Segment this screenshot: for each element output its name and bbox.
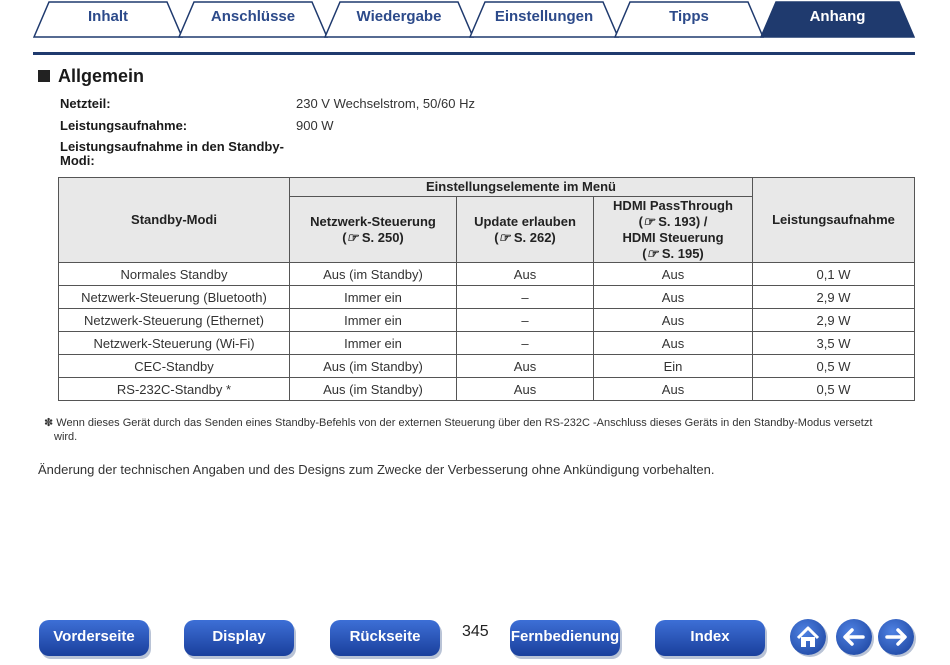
tab-einstellungen[interactable] [469,0,619,38]
cell-network: Immer ein [290,309,457,332]
tab-underline [33,52,915,55]
forward-button[interactable] [878,619,914,655]
cell-power: 0,5 W [753,378,915,401]
header-hdmi: HDMI PassThrough (☞ S. 193) / HDMI Steuerung (☞ S. 195) [594,197,753,263]
pointing-hand-icon: ☞ [498,229,511,245]
cell-update: – [457,309,594,332]
tab-label: Anschlüsse [210,8,296,25]
spec-label-leistung: Leistungsaufnahme: [60,118,188,133]
table-row [59,355,915,378]
cell-hdmi: Aus [594,263,753,286]
spec-label-standby-line1: Leistungsaufnahme in den Standby- [60,139,284,154]
cell-hdmi: Aus [594,332,753,355]
footnote-line: wird. [54,431,78,443]
tab-anschluesse[interactable] [178,0,328,38]
pointing-hand-icon: ☞ [646,245,659,261]
page-number: 345 [462,623,489,640]
header-hdmi-steuerung: HDMI Steuerung [622,229,724,245]
cell-update: Aus [457,378,594,401]
header-update-label: Update erlauben [474,213,576,229]
cell-power: 3,5 W [753,332,915,355]
cell-mode: Netzwerk-Steuerung (Wi-Fi) [59,332,290,355]
tab-wiedergabe[interactable] [324,0,474,38]
tab-label: Tipps [669,8,709,25]
cell-mode: Netzwerk-Steuerung (Bluetooth) [59,286,290,309]
index-button[interactable]: Index [655,620,765,656]
fernbedienung-button[interactable]: Fernbedienung [510,620,620,656]
cell-power: 2,9 W [753,286,915,309]
arrow-left-icon [836,619,872,655]
cell-network: Aus (im Standby) [290,378,457,401]
spec-value-netzteil: 230 V Wechselstrom, 50/60 Hz [296,96,475,111]
cell-update: Aus [457,263,594,286]
header-netzwerk-label: Netzwerk-Steuerung [310,213,436,229]
tab-label: Inhalt [88,8,128,25]
spec-value-leistung: 900 W [296,118,334,133]
cell-hdmi: Ein [594,355,753,378]
page-ref-link[interactable]: S. 262) [513,229,556,245]
pointing-hand-icon: ☞ [642,213,655,229]
square-bullet-icon [38,70,50,82]
table-row [59,309,915,332]
page-ref-link[interactable]: S. 195) [661,245,704,261]
tab-label: Wiedergabe [356,8,442,25]
table-row [59,263,915,286]
cell-update: – [457,286,594,309]
table-row [59,332,915,355]
page-ref-link[interactable]: S. 250) [361,229,404,245]
header-leistungsaufnahme: Leistungsaufnahme [753,178,915,263]
cell-mode: Netzwerk-Steuerung (Ethernet) [59,309,290,332]
vorderseite-button[interactable]: Vorderseite [39,620,149,656]
home-button[interactable] [790,619,826,655]
tab-inhalt[interactable] [33,0,183,38]
cell-update: Aus [457,355,594,378]
cell-network: Aus (im Standby) [290,263,457,286]
tab-anhang[interactable] [760,0,915,38]
header-hdmi-label: HDMI PassThrough [613,197,733,213]
cell-mode: RS-232C-Standby * [59,378,290,401]
arrow-right-icon [878,619,914,655]
disclaimer-text: Änderung der technischen Angaben und des Designs zum Zwecke der Verbesserung ohne Ankündigung vorbehalten. [38,462,715,477]
header-standby-modi: Standby-Modi [59,178,290,263]
footnote [44,416,904,444]
standby-table [58,177,915,401]
section-title-text: Allgemein [58,66,145,86]
table-row [59,286,915,309]
cell-network: Immer ein [290,286,457,309]
tab-tipps[interactable] [614,0,764,38]
display-button[interactable]: Display [184,620,294,656]
cell-update: – [457,332,594,355]
cell-network: Immer ein [290,332,457,355]
tab-label: Anhang [809,8,866,25]
cell-mode: Normales Standby [59,263,290,286]
cell-hdmi: Aus [594,309,753,332]
rueckseite-button[interactable]: Rückseite [330,620,440,656]
header-netzwerk: Netzwerk-Steuerung (☞ S. 250) [290,197,457,263]
cell-mode: CEC-Standby [59,355,290,378]
cell-power: 0,5 W [753,355,915,378]
footnote-line: ✽ Wenn dieses Gerät durch das Senden eines Standby-Befehls von der externen Steuerung über den RS-232C -Anschluss dieses Geräts in den Standby-Modus versetzt [44,417,873,429]
table-row [59,378,915,401]
page-ref-link[interactable]: S. 193) / [658,213,708,229]
header-group-menu: Einstellungselemente im Menü [290,178,753,197]
pointing-hand-icon: ☞ [346,229,359,245]
header-update: Update erlauben (☞ S. 262) [457,197,594,263]
cell-hdmi: Aus [594,286,753,309]
cell-network: Aus (im Standby) [290,355,457,378]
section-title [38,66,144,87]
cell-power: 2,9 W [753,309,915,332]
cell-hdmi: Aus [594,378,753,401]
home-icon [790,619,826,655]
spec-label-standby-line2: Modi: [60,153,95,168]
cell-power: 0,1 W [753,263,915,286]
tab-label: Einstellungen [494,8,594,25]
back-button[interactable] [836,619,872,655]
spec-label-netzteil: Netzteil: [60,96,111,111]
